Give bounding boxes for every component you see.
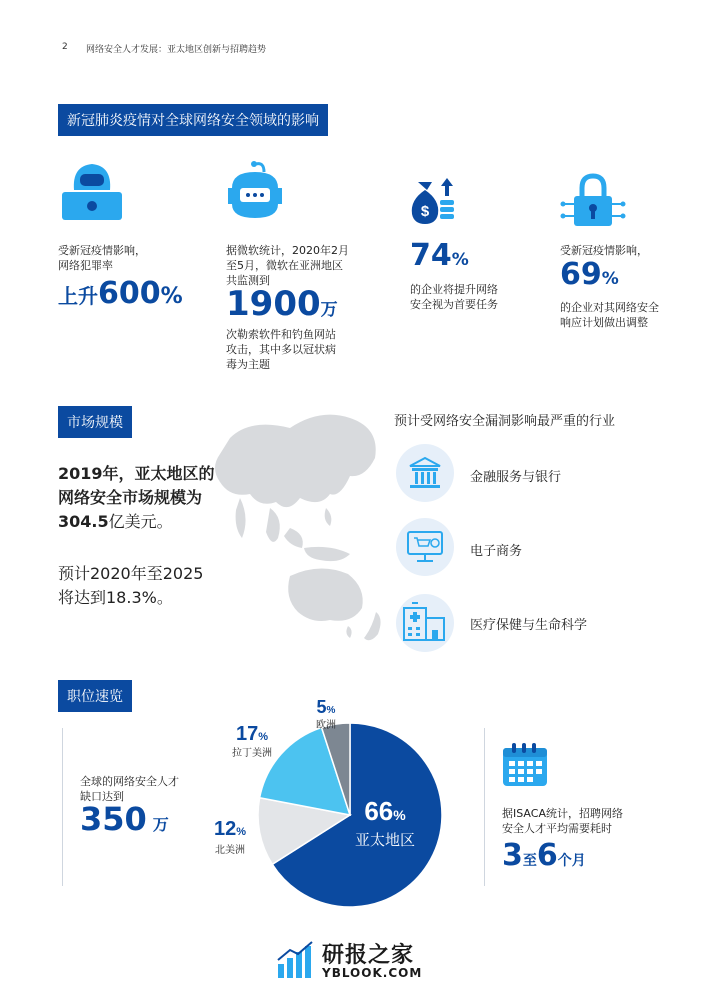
industry-label-ecommerce: 电子商务 [470,544,523,559]
stat3-value: 74 [410,238,452,273]
divider-right [484,728,485,886]
pie-value-2: 17% [235,723,269,745]
asia-pacific-map [180,398,390,650]
stat1-line1: 受新冠疫情影响， [58,244,146,257]
market-text1-line3 [58,510,173,534]
bank-icon [408,456,442,490]
isaca-line1: 据ISACA统计，招聘网络 [502,807,623,820]
market-text1-line2 [58,486,202,510]
gap-unit: 万 [152,815,169,834]
svg-text:$: $ [420,203,430,220]
market-text1-line1-text: 2019年，亚太地区的 [58,464,215,483]
stat4-value-group [560,257,619,292]
pie-label-1: 北美洲 [215,845,245,856]
stat2-unit: 万 [320,300,338,320]
pie-value-3: 5% [316,697,336,717]
money-bag-icon [408,174,460,226]
page-header-title: 网络安全人才发展：亚太地区创新与招聘趋势 [86,45,267,55]
market-text2-line2: 将达到18.3%。 [58,588,173,607]
hospital-icon [402,602,446,642]
stat2-line2: 至5月，微软在亚洲地区 [226,259,343,272]
stat2-value: 1900 [226,284,321,324]
stat3-line2: 安全视为首要任务 [410,298,498,311]
padlock-icon [560,172,626,230]
industry-label-bank: 金融服务与银行 [470,470,562,485]
calendar-icon [500,740,550,790]
stat1-line2: 网络犯罪率 [58,259,113,272]
stat2-line1: 据微软统计，2020年2月 [226,244,349,257]
time-from: 3 [502,838,523,873]
time-unit: 个月 [557,853,586,869]
ecommerce-icon [406,530,444,564]
industry-label-hospital: 医疗保健与生命科学 [470,618,588,633]
stat1-unit: % [160,284,183,309]
stat3-value-group [410,238,469,273]
market-text1-line2-text: 网络安全市场规模为 [58,488,203,507]
hacker-icon [60,160,124,222]
stat4-desc2: 响应计划做出调整 [560,316,648,329]
stat2-line3: 共监测到 [226,274,270,287]
watermark-logo-icon [276,940,316,980]
stat2-desc2: 攻击，其中多以冠状病 [226,343,336,356]
market-size-value: 304.5 [58,512,109,531]
stat2-desc3: 毒为主题 [226,358,270,371]
pie-label-2: 拉丁美洲 [232,748,272,759]
divider-left [62,728,63,886]
watermark-cn: 研报之家 [322,943,415,968]
section-banner-covid: 新冠肺炎疫情对全球网络安全领域的影响 [58,104,328,136]
stat3-unit: % [451,250,469,270]
section-banner-positions: 职位速览 [58,680,132,712]
stat1-prefix: 上升 [58,284,98,308]
stat4-value: 69 [560,257,602,292]
robot-icon [224,158,286,224]
stat4-line1: 受新冠疫情影响， [560,244,648,257]
pie-value-1: 12% [213,818,247,840]
page-number: 2 [62,42,68,52]
stat1-value-group [58,276,183,311]
pie-value-0: 66% [364,796,406,826]
industries-title: 预计受网络安全漏洞影响最严重的行业 [394,414,616,429]
stat2-desc1: 次勒索软件和钓鱼网站 [226,328,336,341]
gap-value: 350 [80,800,147,838]
stat1-value: 600 [98,276,161,311]
pie-chart [200,690,490,920]
gap-value-group [80,800,169,838]
gap-line2: 缺口达到 [80,790,124,803]
time-value-group [502,838,586,873]
pie-label-3: 欧洲 [316,720,336,731]
time-mid: 至 [522,853,537,869]
isaca-line2: 安全人才平均需要耗时 [502,822,612,835]
stat4-desc1: 的企业对其网络安全 [560,301,659,314]
gap-line1: 全球的网络安全人才 [80,775,179,788]
stat4-unit: % [601,269,619,289]
time-to: 6 [536,838,558,873]
market-size-unit: 亿美元。 [108,512,173,531]
stat2-value-group [226,284,338,324]
market-text1-line1 [58,462,215,486]
pie-label-0: 亚太地区 [354,832,416,849]
market-text2-line1: 预计2020年至2025 [58,564,204,583]
watermark-en: YBLOOK.COM [322,966,423,980]
stat3-line1: 的企业将提升网络 [410,283,498,296]
section-banner-market: 市场规模 [58,406,132,438]
